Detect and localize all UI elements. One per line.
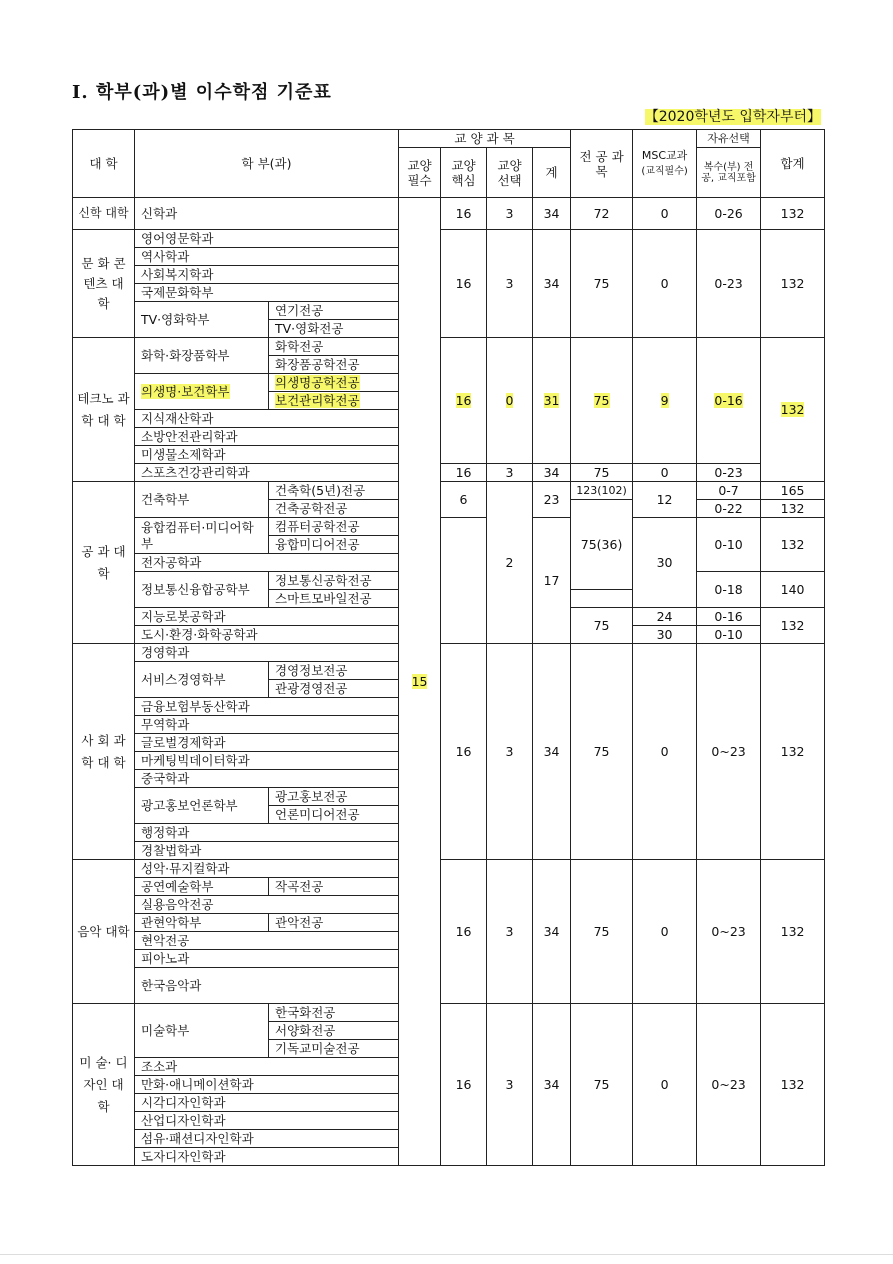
value-cell: 0~23 xyxy=(697,1004,761,1166)
value-cell: 3 xyxy=(487,464,533,482)
major-cell: 광고홍보전공 xyxy=(269,788,399,806)
value-cell: 24 xyxy=(633,608,697,626)
gyoyang-header: 교 양 과 목 xyxy=(399,130,571,148)
credit-table xyxy=(72,129,825,1166)
msc-header: MSC교과 (교직필수) xyxy=(633,130,697,198)
free-header: 자유선택 xyxy=(697,130,761,148)
value-cell: 0~23 xyxy=(697,644,761,860)
college-cell: 사 회 과 학 대 학 xyxy=(73,644,135,860)
major-header: 전 공 과 목 xyxy=(571,130,633,198)
dept-cell: 사회복지학과 xyxy=(135,266,399,284)
table-row xyxy=(73,338,825,356)
dept-cell: 한국음악과 xyxy=(135,968,399,1004)
value-cell: 75(36) xyxy=(571,500,633,590)
value-cell: 132 xyxy=(761,860,825,1004)
dept-cell: 경영학과 xyxy=(135,644,399,662)
college-cell: 테크노 과 학 대 학 xyxy=(73,338,135,482)
value-cell: 0~23 xyxy=(697,860,761,1004)
value-cell: 0 xyxy=(633,230,697,338)
value-cell: 140 xyxy=(761,572,825,608)
value-cell: 23 xyxy=(533,482,571,518)
value-cell: 3 xyxy=(487,230,533,338)
table-row xyxy=(73,230,825,248)
value-cell: 34 xyxy=(533,1004,571,1166)
value-cell: 132 xyxy=(761,518,825,572)
value-cell: 3 xyxy=(487,644,533,860)
dept-cell: 미술학부 xyxy=(135,1004,269,1058)
dept-cell: 정보통신융합공학부 xyxy=(135,572,269,608)
blank-cell xyxy=(441,518,487,644)
value-cell: 16 xyxy=(441,338,487,464)
value-cell: 132 xyxy=(761,608,825,644)
value-cell: 16 xyxy=(441,464,487,482)
value-cell: 132 xyxy=(761,500,825,518)
dept-cell: 실용음악전공 xyxy=(135,896,399,914)
major-cell: TV·영화전공 xyxy=(269,320,399,338)
major-cell: 건축학(5년)전공 xyxy=(269,482,399,500)
value-cell: 123(102) xyxy=(571,482,633,500)
value-cell: 0 xyxy=(633,464,697,482)
table-row xyxy=(73,198,825,230)
dept-cell: 섬유·패션디자인학과 xyxy=(135,1130,399,1148)
dept-cell: 융합컴퓨터·미디어학부 xyxy=(135,518,269,554)
dept-cell: 지능로봇공학과 xyxy=(135,608,399,626)
major-cell: 한국화전공 xyxy=(269,1004,399,1022)
g-required-header: 교양 필수 xyxy=(399,148,441,198)
value-cell: 72 xyxy=(571,198,633,230)
value-cell: 17 xyxy=(533,518,571,644)
value-cell: 3 xyxy=(487,860,533,1004)
major-cell: 경영정보전공 xyxy=(269,662,399,680)
value-cell: 0-22 xyxy=(697,500,761,518)
value-cell: 75 xyxy=(571,608,633,644)
header-row xyxy=(73,130,825,148)
value-cell: 132 xyxy=(761,1004,825,1166)
college-cell: 음악 대학 xyxy=(73,860,135,1004)
value-cell: 16 xyxy=(441,644,487,860)
dept-cell: 시각디자인학과 xyxy=(135,1094,399,1112)
value-cell: 30 xyxy=(633,518,697,608)
value-cell: 0 xyxy=(633,860,697,1004)
major-cell: 보건관리학전공 xyxy=(269,392,399,410)
g-core-header: 교양 핵심 xyxy=(441,148,487,198)
value-cell: 6 xyxy=(441,482,487,518)
table-row xyxy=(73,482,825,500)
value-cell: 75 xyxy=(571,860,633,1004)
college-cell: 신학 대학 xyxy=(73,198,135,230)
value-cell: 132 xyxy=(761,198,825,230)
major-cell: 서양화전공 xyxy=(269,1022,399,1040)
value-cell: 0-16 xyxy=(697,338,761,464)
dept-cell: 역사학과 xyxy=(135,248,399,266)
dept-cell: 금융보험부동산학과 xyxy=(135,698,399,716)
value-cell: 3 xyxy=(487,198,533,230)
dept-cell: 국제문화학부 xyxy=(135,284,399,302)
dept-cell: 서비스경영학부 xyxy=(135,662,269,698)
major-cell: 화장품공학전공 xyxy=(269,356,399,374)
dept-cell: 건축학부 xyxy=(135,482,269,518)
major-cell: 의생명공학전공 xyxy=(269,374,399,392)
value-cell: 16 xyxy=(441,860,487,1004)
dept-cell: 중국학과 xyxy=(135,770,399,788)
dept-cell: 영어영문학과 xyxy=(135,230,399,248)
dept-cell: 화학·화장품학부 xyxy=(135,338,269,374)
g-total-header: 계 xyxy=(533,148,571,198)
value-cell: 2 xyxy=(487,482,533,644)
table-row xyxy=(73,644,825,662)
dept-cell: 마케팅빅데이터학과 xyxy=(135,752,399,770)
dept-cell: 무역학과 xyxy=(135,716,399,734)
major-cell: 언론미디어전공 xyxy=(269,806,399,824)
dept-cell: 만화·애니메이션학과 xyxy=(135,1076,399,1094)
value-cell: 16 xyxy=(441,1004,487,1166)
department-header: 학 부(과) xyxy=(135,130,399,198)
table-row xyxy=(73,860,825,878)
value-cell: 0-18 xyxy=(697,572,761,608)
value-cell: 34 xyxy=(533,644,571,860)
value-cell: 0-10 xyxy=(697,626,761,644)
value-cell: 0-23 xyxy=(697,230,761,338)
major-cell: 스마트모바일전공 xyxy=(269,590,399,608)
college-cell: 미 술· 디자인 대 학 xyxy=(73,1004,135,1166)
total-header: 합계 xyxy=(761,130,825,198)
dept-cell: 글로벌경제학과 xyxy=(135,734,399,752)
dept-cell: 산업디자인학과 xyxy=(135,1112,399,1130)
dept-cell: 성악·뮤지컬학과 xyxy=(135,860,399,878)
value-cell: 12 xyxy=(633,482,697,518)
value-cell: 0 xyxy=(487,338,533,464)
value-cell: 34 xyxy=(533,464,571,482)
college-cell: 문 화 콘텐츠 대 학 xyxy=(73,230,135,338)
g-elective-header: 교양 선택 xyxy=(487,148,533,198)
page-edge xyxy=(0,1254,893,1255)
major-cell: 정보통신공학전공 xyxy=(269,572,399,590)
major-cell: 컴퓨터공학전공 xyxy=(269,518,399,536)
value-cell: 0-26 xyxy=(697,198,761,230)
major-cell: 작곡전공 xyxy=(269,878,399,896)
value-cell: 9 xyxy=(633,338,697,464)
value-cell: 75 xyxy=(571,644,633,860)
value-cell: 0-23 xyxy=(697,464,761,482)
value-cell: 132 xyxy=(761,338,825,482)
free-sub-header: 복수(부) 전공, 교직포함 xyxy=(697,148,761,198)
value-cell: 75 xyxy=(571,338,633,464)
dept-cell: 공연예술학부 xyxy=(135,878,269,896)
major-cell: 건축공학전공 xyxy=(269,500,399,518)
value-cell: 132 xyxy=(761,230,825,338)
dept-cell: 소방안전관리학과 xyxy=(135,428,399,446)
major-cell: 화학전공 xyxy=(269,338,399,356)
dept-cell: 관현악학부 xyxy=(135,914,269,932)
value-cell: 31 xyxy=(533,338,571,464)
value-cell: 75 xyxy=(571,464,633,482)
value-cell: 0 xyxy=(633,1004,697,1166)
dept-cell: 전자공학과 xyxy=(135,554,399,572)
value-cell: 16 xyxy=(441,230,487,338)
page-title: Ⅰ. 학부(과)별 이수학점 기준표 xyxy=(72,82,332,103)
dept-cell: 신학과 xyxy=(135,198,399,230)
value-cell: 0 xyxy=(633,644,697,860)
value-cell: 34 xyxy=(533,198,571,230)
major-cell: 관광경영전공 xyxy=(269,680,399,698)
table-row xyxy=(73,1004,825,1022)
value-cell: 0 xyxy=(633,198,697,230)
value-cell: 0-10 xyxy=(697,518,761,572)
value-cell: 0-7 xyxy=(697,482,761,500)
dept-cell: 지식재산학과 xyxy=(135,410,399,428)
dept-cell: 스포츠건강관리학과 xyxy=(135,464,399,482)
dept-cell: 현악전공 xyxy=(135,932,399,950)
value-cell: 0-16 xyxy=(697,608,761,626)
value-cell: 75 xyxy=(571,230,633,338)
value-cell: 30 xyxy=(633,626,697,644)
dept-cell: 광고홍보언론학부 xyxy=(135,788,269,824)
value-cell: 75 xyxy=(571,1004,633,1166)
dept-cell: 미생물소제학과 xyxy=(135,446,399,464)
value-cell: 34 xyxy=(533,860,571,1004)
dept-cell: 경찰법학과 xyxy=(135,842,399,860)
value-cell: 34 xyxy=(533,230,571,338)
major-cell: 관악전공 xyxy=(269,914,399,932)
dept-cell: 도자디자인학과 xyxy=(135,1148,399,1166)
major-cell: 기독교미술전공 xyxy=(269,1040,399,1058)
dept-cell: TV·영화학부 xyxy=(135,302,269,338)
major-cell: 연기전공 xyxy=(269,302,399,320)
gyoyang-required-cell: 15 xyxy=(399,198,441,1166)
major-cell: 융합미디어전공 xyxy=(269,536,399,554)
college-header: 대 학 xyxy=(73,130,135,198)
college-cell: 공 과 대 학 xyxy=(73,482,135,644)
value-cell: 3 xyxy=(487,1004,533,1166)
dept-cell: 의생명·보건학부 xyxy=(135,374,269,410)
dept-cell: 피아노과 xyxy=(135,950,399,968)
dept-cell: 조소과 xyxy=(135,1058,399,1076)
value-cell: 132 xyxy=(761,644,825,860)
dept-cell: 도시·환경·화학공학과 xyxy=(135,626,399,644)
dept-cell: 행정학과 xyxy=(135,824,399,842)
value-cell: 165 xyxy=(761,482,825,500)
value-cell: 16 xyxy=(441,198,487,230)
admission-note: 【2020학년도 입학자부터】 xyxy=(644,109,821,125)
